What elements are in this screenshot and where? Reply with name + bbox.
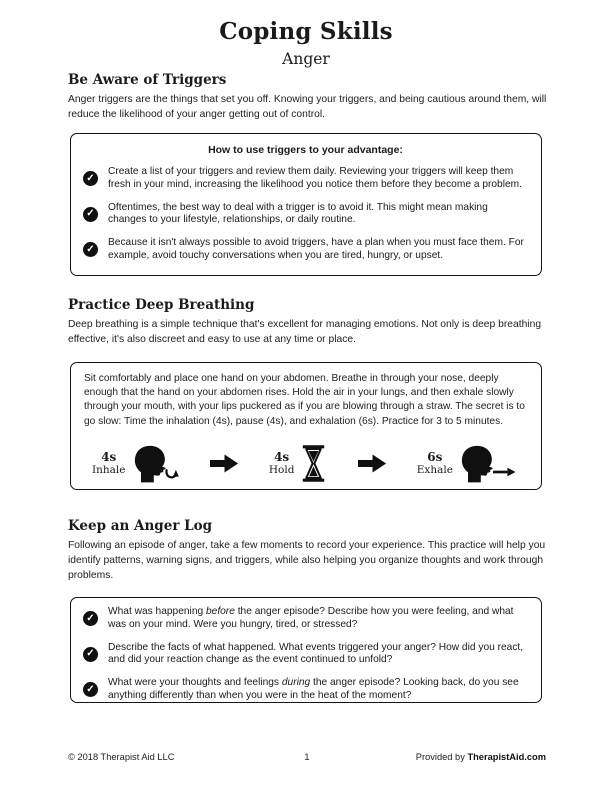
list-item-text: Describe the facts of what happened. What events triggered your anger? How did you react, and did your reaction change as the event continued to unfold? xyxy=(108,641,524,666)
check-icon xyxy=(83,682,98,697)
check-icon xyxy=(83,611,98,626)
list-item-text: What were your thoughts and feelings during the anger episode? Looking back, do you see anything differently than when you were in the heat of the moment? xyxy=(108,677,519,701)
list-item-text: Oftentimes, the best way to deal with a trigger is to avoid it. This might mean making changes to your lifestyle, relationships, or daily routine. xyxy=(108,201,488,226)
stage-label xyxy=(417,451,453,476)
head-inhale-icon xyxy=(131,443,181,485)
section-body-anger-log: Following an episode of anger, take a few moments to record your experience. This practice will help you identify patterns, warning signs, and triggers, while also helping you organize thoughts and work through problems. xyxy=(68,540,546,581)
check-icon xyxy=(83,242,98,257)
stage-inhale xyxy=(92,443,181,485)
section-heading-breathing: Practice Deep Breathing xyxy=(68,297,255,313)
section-body-breathing: Deep breathing is a simple technique that's excellent for managing emotions. Not only is deep breathing effective, it's also discreet and easy to use at any time or place. xyxy=(68,319,542,345)
page-title: Coping Skills xyxy=(219,18,393,45)
block-arrow-icon xyxy=(358,453,387,474)
stage-duration: 4s xyxy=(101,450,117,465)
stage-name: Hold xyxy=(268,464,295,477)
inhale-air-arrow-icon xyxy=(164,468,181,481)
head-exhale-icon xyxy=(458,443,516,485)
stage-hold xyxy=(269,442,329,485)
stage-duration: 6s xyxy=(427,450,443,465)
copyright-text: © 2018 Therapist Aid LLC xyxy=(68,752,175,762)
breathing-stages xyxy=(84,439,528,489)
list-item xyxy=(83,237,528,263)
stage-duration: 4s xyxy=(274,450,290,465)
check-icon xyxy=(83,647,98,662)
page-footer xyxy=(68,752,546,762)
list-item-text: What was happening before the anger episode? Describe how you were feeling, and what was on your mind. Were you hungry, tired, or stressed? xyxy=(108,606,514,630)
list-item-text: Create a list of your triggers and review them daily. Reviewing your triggers will keep them fresh in your mind, increasing the likelihood you notice them before they become a problem. xyxy=(108,166,522,190)
list-item xyxy=(83,642,528,668)
provided-by: Provided by TherapistAid.com xyxy=(415,752,546,762)
stage-label xyxy=(92,451,126,476)
stage-label xyxy=(269,451,295,476)
exhale-air-arrow-icon xyxy=(493,467,516,477)
page-subtitle: Anger xyxy=(282,50,330,68)
list-item xyxy=(83,166,528,192)
breathing-exercise-box xyxy=(70,362,542,490)
block-arrow-icon xyxy=(210,453,239,474)
stage-name: Exhale xyxy=(416,464,453,477)
breathing-instructions: Sit comfortably and place one hand on your abdomen. Breathe in through your nose, deeply enough that the hand on your abdomen rises. Hold the air in your lungs, and then exhale slowly through your mouth, with your lips puckered as if you are blowing through a straw. The secret is to go slow: Time the inhalation (4s), pause (4s), and exhalation (6s). Practice for 3 to 5 minutes. xyxy=(84,373,525,427)
section-body-triggers: Anger triggers are the things that set you off. Knowing your triggers, and being cautious around them, will reduce the likelihood of your anger getting out of control. xyxy=(68,94,547,120)
triggers-tips-box xyxy=(70,133,542,276)
list-item-text: Because it isn't always possible to avoid triggers, have a plan when you must face them. For example, avoid touchy conversations when you are tired, hungry, or upset. xyxy=(108,237,524,261)
stage-exhale xyxy=(417,443,516,485)
section-heading-anger-log: Keep an Anger Log xyxy=(68,518,213,534)
list-item xyxy=(83,202,528,228)
list-item xyxy=(83,677,528,703)
hourglass-icon xyxy=(299,442,328,485)
stage-name: Inhale xyxy=(92,464,126,477)
therapistaid-link[interactable]: TherapistAid.com xyxy=(467,752,546,762)
triggers-box-header: How to use triggers to your advantage: xyxy=(208,144,403,156)
anger-log-box xyxy=(70,597,542,703)
list-item xyxy=(83,606,528,632)
section-heading-triggers: Be Aware of Triggers xyxy=(68,72,227,88)
check-icon xyxy=(83,207,98,222)
check-icon xyxy=(83,171,98,186)
page-number: 1 xyxy=(304,752,310,762)
